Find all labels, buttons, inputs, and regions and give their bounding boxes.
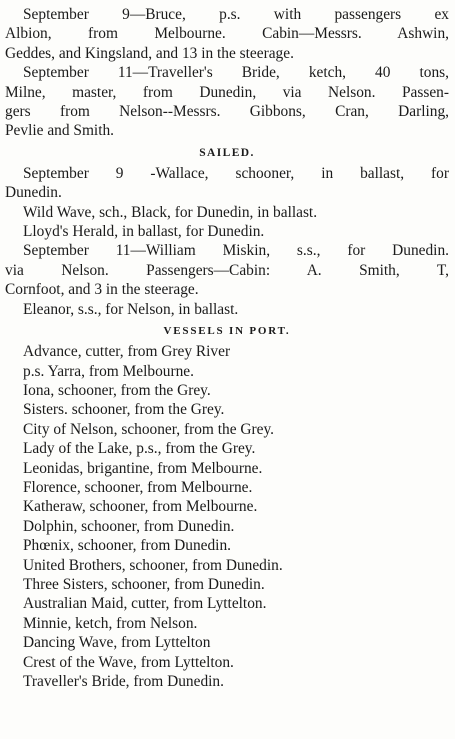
section-heading-vessels-in-port: VESSELS IN PORT. xyxy=(163,325,291,338)
text-line: via Nelson. Passengers—Cabin: A. Smith, T, xyxy=(5,261,449,279)
text-line: Lloyd's Herald, in ballast, for Dunedin. xyxy=(23,223,265,241)
text-line: September 9—Bruce, p.s. with passengers ex xyxy=(23,6,449,23)
text-line: September 11—William Miskin, s.s., for Dunedin. xyxy=(23,242,449,260)
list-item: Dancing Wave, from Lyttelton xyxy=(23,634,211,652)
text-line: Eleanor, s.s., for Nelson, in ballast. xyxy=(23,300,239,318)
text-line: Dunedin. xyxy=(5,184,62,202)
text-line: Albion, from Melbourne. Cabin—Messrs. Ashwin, xyxy=(5,25,449,43)
text-line: gers from Nelson--Messrs. Gibbons, Cran, Darling, xyxy=(5,103,449,121)
text-line: Geddes, and Kingsland, and 13 in the steerage. xyxy=(5,44,294,62)
list-item: Katheraw, schooner, from Melbourne. xyxy=(23,498,258,516)
list-item: p.s. Yarra, from Melbourne. xyxy=(23,362,194,380)
list-item: Australian Maid, cutter, from Lyttelton. xyxy=(23,595,267,613)
arrival-entry-travellers-bride xyxy=(5,63,449,141)
list-item: Phœnix, schooner, from Dunedin. xyxy=(23,537,231,555)
text-line: Wild Wave, sch., Black, for Dunedin, in ballast. xyxy=(23,203,318,221)
section-heading-sailed: SAILED. xyxy=(199,146,255,159)
list-item: Crest of the Wave, from Lyttelton. xyxy=(23,653,234,671)
list-item: Iona, schooner, from the Grey. xyxy=(23,381,211,399)
vessels-in-port-list xyxy=(5,342,449,691)
list-item: Traveller's Bride, from Dunedin. xyxy=(23,673,224,690)
list-item: United Brothers, schooner, from Dunedin. xyxy=(23,556,283,574)
sailed-entry-eleanor xyxy=(5,300,449,319)
list-item: Florence, schooner, from Melbourne. xyxy=(23,478,253,496)
text-line: Cornfoot, and 3 in the steerage. xyxy=(5,281,199,299)
list-item: Minnie, ketch, from Nelson. xyxy=(23,614,198,632)
text-line: September 9 -Wallace, schooner, in ballast, for xyxy=(23,164,449,182)
list-item: City of Nelson, schooner, from the Grey. xyxy=(23,420,274,438)
sailed-entry-wallace xyxy=(5,164,449,203)
list-item: Lady of the Lake, p.s., from the Grey. xyxy=(23,440,256,458)
arrival-entry-bruce xyxy=(5,5,449,63)
text-line: Milne, master, from Dunedin, via Nelson. Passen- xyxy=(5,83,449,101)
list-item: Leonidas, brigantine, from Melbourne. xyxy=(23,459,263,477)
sailed-entry-william-miskin xyxy=(5,241,449,299)
sailed-entry-lloyds-herald xyxy=(5,222,449,241)
text-line: September 11—Traveller's Bride, ketch, 40 tons, xyxy=(23,64,449,82)
sailed-entry-wild-wave xyxy=(5,203,449,222)
list-item: Sisters. schooner, from the Grey. xyxy=(23,401,225,419)
list-item: Advance, cutter, from Grey River xyxy=(23,343,231,361)
list-item: Three Sisters, schooner, from Dunedin. xyxy=(23,575,265,593)
list-item: Dolphin, schooner, from Dunedin. xyxy=(23,517,235,535)
text-line: Pevlie and Smith. xyxy=(5,122,115,140)
